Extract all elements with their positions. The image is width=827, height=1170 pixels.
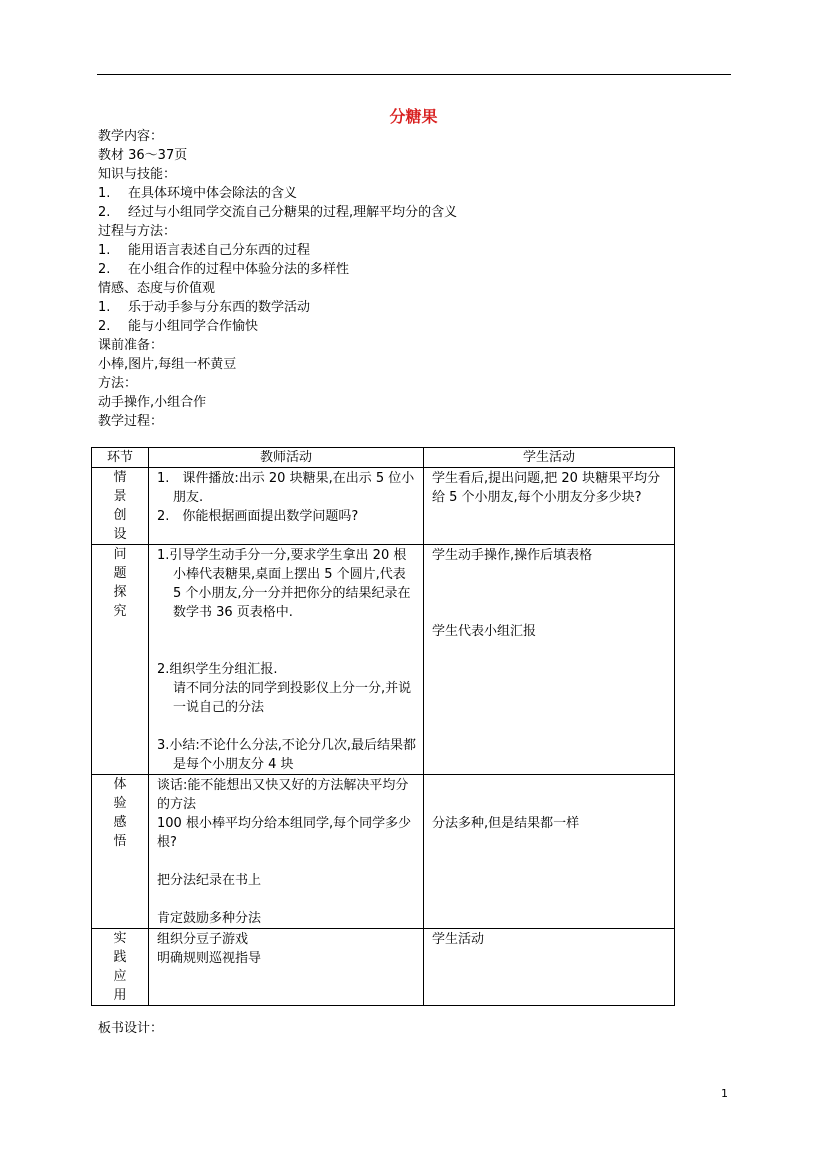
table-row [92, 468, 675, 545]
method-text: 动手操作,小组合作 [98, 395, 207, 410]
section-heading-method: 方法： [98, 376, 138, 391]
materials-text: 小棒,图片,每组一杯黄豆 [98, 357, 237, 372]
section-heading-procedure: 教学过程： [98, 414, 164, 429]
lesson-table [91, 447, 675, 1006]
student-activity-cell: 学生动手操作,操作后填表格 学生代表小组汇报 [424, 545, 675, 775]
stage-cell: 问 题 探 究 [92, 545, 149, 775]
header-rule [97, 74, 731, 75]
stage-cell: 实 践 应 用 [92, 929, 149, 1006]
section-heading-attitude: 情感、态度与价值观 [98, 281, 216, 296]
column-header-stage: 环节 [92, 448, 149, 468]
list-item: 1. 乐于动手参与分东西的数学活动 [98, 300, 311, 315]
table-row [92, 929, 675, 1006]
student-activity-cell: 学生看后,提出问题,把 20 块糖果平均分给 5 个小朋友,每个小朋友分多少块? [424, 468, 675, 545]
section-heading-process: 过程与方法： [98, 224, 177, 239]
list-item: 1. 能用语言表述自己分东西的过程 [98, 243, 311, 258]
list-item: 2. 经过与小组同学交流自己分糖果的过程,理解平均分的含义 [98, 205, 458, 220]
student-activity-cell: 学生活动 [424, 929, 675, 1006]
page-number: 1 [721, 1087, 728, 1100]
list-item: 2. 能与小组同学合作愉快 [98, 319, 259, 334]
section-heading-content: 教学内容： [98, 129, 164, 144]
table-header-row [92, 448, 675, 468]
table-row [92, 545, 675, 775]
student-activity-cell: 分法多种,但是结果都一样 [424, 775, 675, 929]
list-item: 2. 在小组合作的过程中体验分法的多样性 [98, 262, 350, 277]
column-header-teacher: 教师活动 [149, 448, 424, 468]
teacher-activity-cell: 组织分豆子游戏 明确规则巡视指导 [149, 929, 424, 1006]
textbook-pages: 教材 36～37页 [98, 148, 188, 163]
stage-cell: 体 验 感 悟 [92, 775, 149, 929]
document-title: 分糖果 [389, 107, 438, 126]
teacher-activity-cell: 1. 课件播放:出示 20 块糖果,在出示 5 位小朋友. 2. 你能根据画面提出数学问题吗? [149, 468, 424, 545]
teacher-activity-cell: 1.引导学生动手分一分,要求学生拿出 20 根小棒代表糖果,桌面上摆出 5 个圆片,代表 5 个小朋友,分一分并把你分的结果纪录在数学书 36 页表格中. 2.组织学生分组汇报. 请不同分法的同学到投影仪上分一分,并说一说自己的分法 3.小结:不论什么分法,不论分几次,最后结果都是每个小朋友分 4 块 [149, 545, 424, 775]
column-header-student: 学生活动 [424, 448, 675, 468]
section-heading-knowledge: 知识与技能： [98, 167, 177, 182]
stage-cell: 情 景 创 设 [92, 468, 149, 545]
list-item: 1. 在具体环境中体会除法的含义 [98, 186, 298, 201]
board-design-label: 板书设计： [98, 1021, 164, 1036]
table-row [92, 775, 675, 929]
teacher-activity-cell: 谈话:能不能想出又快又好的方法解决平均分的方法 100 根小棒平均分给本组同学,每个同学多少根? 把分法纪录在书上 肯定鼓励多种分法 [149, 775, 424, 929]
section-heading-preparation: 课前准备： [98, 338, 164, 353]
